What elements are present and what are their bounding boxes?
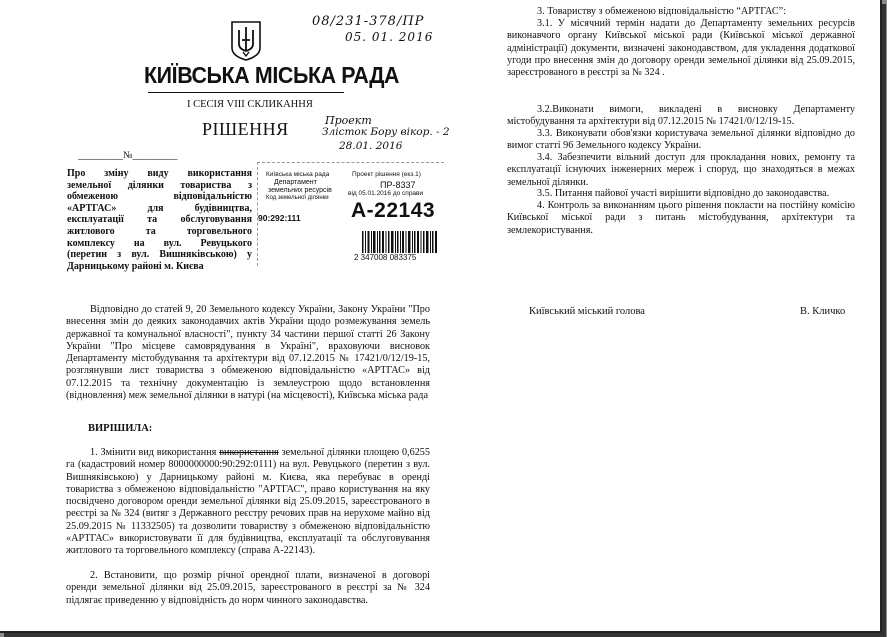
point-3-3: 3.3. Виконувати обов'язки користувача земельної ділянки відповідно до вимог статті 96 Земельного кодексу України. xyxy=(507,128,855,152)
point-3-2: 3.2.Виконати вимоги, викладені в висновку Департаменту містобудування та архітектури від 07.12.2015 № 17421/0/12/19-15. xyxy=(507,104,855,128)
point-1-rest: земельної ділянки площею 0,6255 га (кадастровий номер 8000000000:90:292:0111) на вул. Ревуцького (перетин з вул. Вишняківською) у Дарницькому районі м. Києва, яка перебуває в оренді товариства з обмеженою відповідальністю "АРТГАС", право користування на яку посвідчено договором оренди земельної ділянки від 25.09.2015, зареєстрованого в реєстрі за № 324 (витяг з Державного реєстру речових прав на нерухоме майно від 25.09.2015 № 11332505) та дозволити товариству з обмеженою відповідальністю «АРТГАС» використовувати її для будівництва, експлуатації та обслуговування житлового та торговельного комплексу (справа А-22143). xyxy=(66,447,430,557)
stamp-org: Київська міська рада xyxy=(266,171,330,178)
subject-line: житлового та торговельного xyxy=(67,225,252,237)
signature-title: Київський міський голова xyxy=(529,306,645,317)
handwritten-note-1: Проект xyxy=(325,114,372,127)
stamp-project-date: від 05.01.2016 до справи xyxy=(348,190,424,197)
session-label: І СЕСІЯ VIII СКЛИКАННЯ xyxy=(187,99,313,110)
header-rule xyxy=(148,92,344,93)
handwritten-note-2: Злісток Бору вікор. - 2 xyxy=(322,126,450,138)
subject-line: земельної ділянки товариства з xyxy=(67,179,252,191)
handwritten-reg-number: 08/231-378/ПР xyxy=(312,14,425,29)
subject-line: (перетин з вул. Вишняківською) у xyxy=(67,249,252,261)
subject-line: експлуатації та обслуговування xyxy=(67,214,252,226)
point-2-paragraph: 2. Встановити, що розмір річної орендної плати, визначеної в договорі оренди земельної ділянки від 25.09.2015, зареєстрованого в реєстрі за № 324 підлягає приведенню у відповідність до норм чинного законодавства. xyxy=(66,570,430,606)
decision-number-line: _________№_________ xyxy=(78,150,178,161)
subject-line: комплексу на вул. Ревуцького xyxy=(67,237,252,249)
coat-of-arms-icon xyxy=(229,18,263,62)
decision-title: РІШЕННЯ xyxy=(202,119,289,139)
stamp-case-number: А-22143 xyxy=(351,199,436,222)
handwritten-reg-date: 05. 01. 2016 xyxy=(345,30,434,44)
subject-line: Дарницькому районі м. Києва xyxy=(67,260,204,272)
decided-heading: ВИРІШИЛА: xyxy=(88,423,153,434)
preamble-paragraph: Відповідно до статей 9, 20 Земельного кодексу України, Закону України "Про внесення змін до деяких законодавчих актів України щодо розмежування земель державної та комунальної власності", пункту 34 частини першої статті 26 Закону України "Про місцеве самоврядування в Україні", враховуючи висновок Департаменту містобудування та архітектури від 07.12.2015 № 17421/0/12/19-15, розглянувши лист товариства з обмеженою відповідальністю «АРТГАС» від 07.12.2015 та технічну документацію із землеустрою щодо встановлення (відновлення) меж земельної ділянки в натурі (на місцевості), Київська міська рада xyxy=(66,304,430,402)
subject-block xyxy=(67,168,252,272)
council-title: КИЇВСЬКА МІСЬКА РАДА xyxy=(144,62,400,88)
stamp-dept-2: земельних ресурсів xyxy=(268,187,332,194)
point-1-struck: використання xyxy=(219,447,279,458)
point-3-heading: 3. Товариству з обмеженою відповідальністю “АРТГАС”: xyxy=(537,6,787,17)
subject-line: Про зміну виду використання xyxy=(67,168,252,179)
stamp-code-label: Код земельної ділянки xyxy=(266,195,329,201)
point-1-lead: 1. Змінити вид використання xyxy=(90,447,217,458)
barcode-icon xyxy=(362,231,438,253)
stamp-project-number: ПР-8337 xyxy=(380,180,416,190)
point-3-1: 3.1. У місячний термін надати до Департаменту земельних ресурсів виконавчого органу Київської міської ради (Київської міської державної адміністрації) документи, визначені законодавством, для укладення додаткової угоди про внесення змін до договору оренди земельної ділянки від 25.09.2015, зареєстрованого в реєстрі за № 324 . xyxy=(507,18,855,79)
stamp-dept-1: Департамент xyxy=(274,179,317,186)
barcode-number: 2 347008 083375 xyxy=(354,253,417,262)
registration-stamp xyxy=(257,162,444,266)
point-4: 4. Контроль за виконанням цього рішення покласти на постійну комісію Київської міської ради з питань містобудування, архітектури та землекористування. xyxy=(507,200,855,236)
stamp-code: 90:292:111 xyxy=(258,213,301,223)
subject-line: «АРТГАС» для будівництва, xyxy=(67,202,252,214)
point-3-5: 3.5. Питання пайової участі вирішити відповідно до законодавства. xyxy=(537,188,830,199)
handwritten-note-3: 28.01. 2016 xyxy=(339,140,403,152)
point-1-paragraph xyxy=(66,447,430,558)
subject-line: обмеженою відповідальністю xyxy=(67,191,252,203)
point-3-4: 3.4. Забезпечити вільний доступ для прокладання нових, ремонту та експлуатації існуючих інженерних мереж і споруд, що знаходяться в межах земельної ділянки. xyxy=(507,152,855,188)
stamp-project-label: Проект рішення (екз.1) xyxy=(352,171,421,178)
signature-name: В. Кличко xyxy=(800,306,846,317)
